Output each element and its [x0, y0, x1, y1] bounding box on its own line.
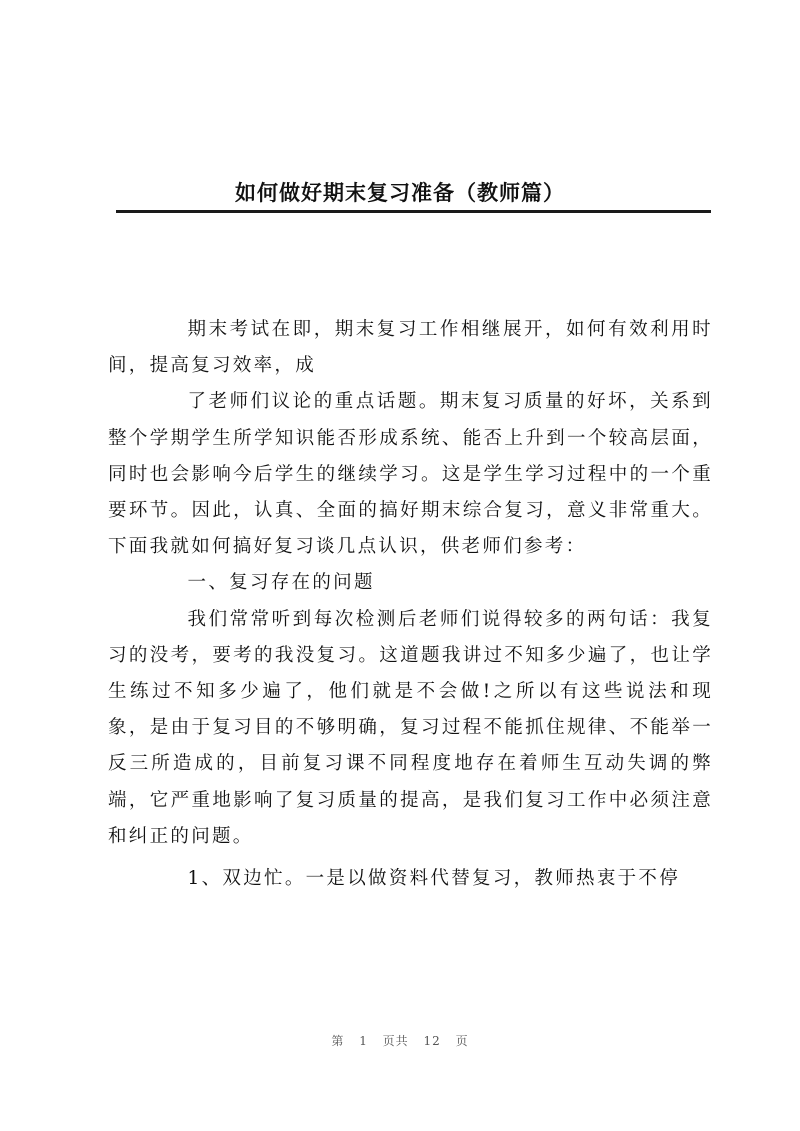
section-heading-problems: 一、复习存在的问题 — [187, 572, 375, 594]
page-footer — [0, 1032, 800, 1049]
paragraph-problems: 我们常常听到每次检测后老师们说得较多的两句话：我复习的没考，要考的我没复习。这道题我讲过不知多少遍了，也让学生练过不知多少遍了，他们就是不会做!之所以有这些说法和现象，是由于复习目的不够明确，复习过程不能抓住规律、不能举一反三所造成的，目前复习课不同程度地存在着师生互动失调的弊端，它严重地影响了复习质量的提高，是我们复习工作中必须注意和纠正的问题。 — [108, 608, 713, 847]
paragraph-item-1: 1、双边忙。一是以做资料代替复习，教师热衷于不停 — [187, 868, 681, 890]
footer-current-page: 1 — [359, 1034, 368, 1048]
page-title: 如何做好期末复习准备（教师篇） — [235, 180, 565, 206]
paragraph-intro: 期末考试在即，期末复习工作相继展开，如何有效利用时间，提高复习效率，成 — [108, 319, 713, 377]
title-divider — [116, 210, 711, 213]
footer-prefix: 第 — [331, 1034, 345, 1048]
footer-mid: 页共 — [382, 1034, 409, 1048]
footer-suffix: 页 — [455, 1034, 469, 1048]
document-body — [108, 312, 713, 897]
paragraph-importance: 了老师们议论的重点话题。期末复习质量的好坏，关系到整个学期学生所学知识能否形成系统、能否上升到一个较高层面，同时也会影响今后学生的继续学习。这是学生学习过程中的一个重要环节。因此，认真、全面的搞好期末综合复习，意义非常重大。下面我就如何搞好复习谈几点认识，供老师们参考： — [108, 391, 713, 558]
footer-total-pages: 12 — [423, 1034, 441, 1048]
